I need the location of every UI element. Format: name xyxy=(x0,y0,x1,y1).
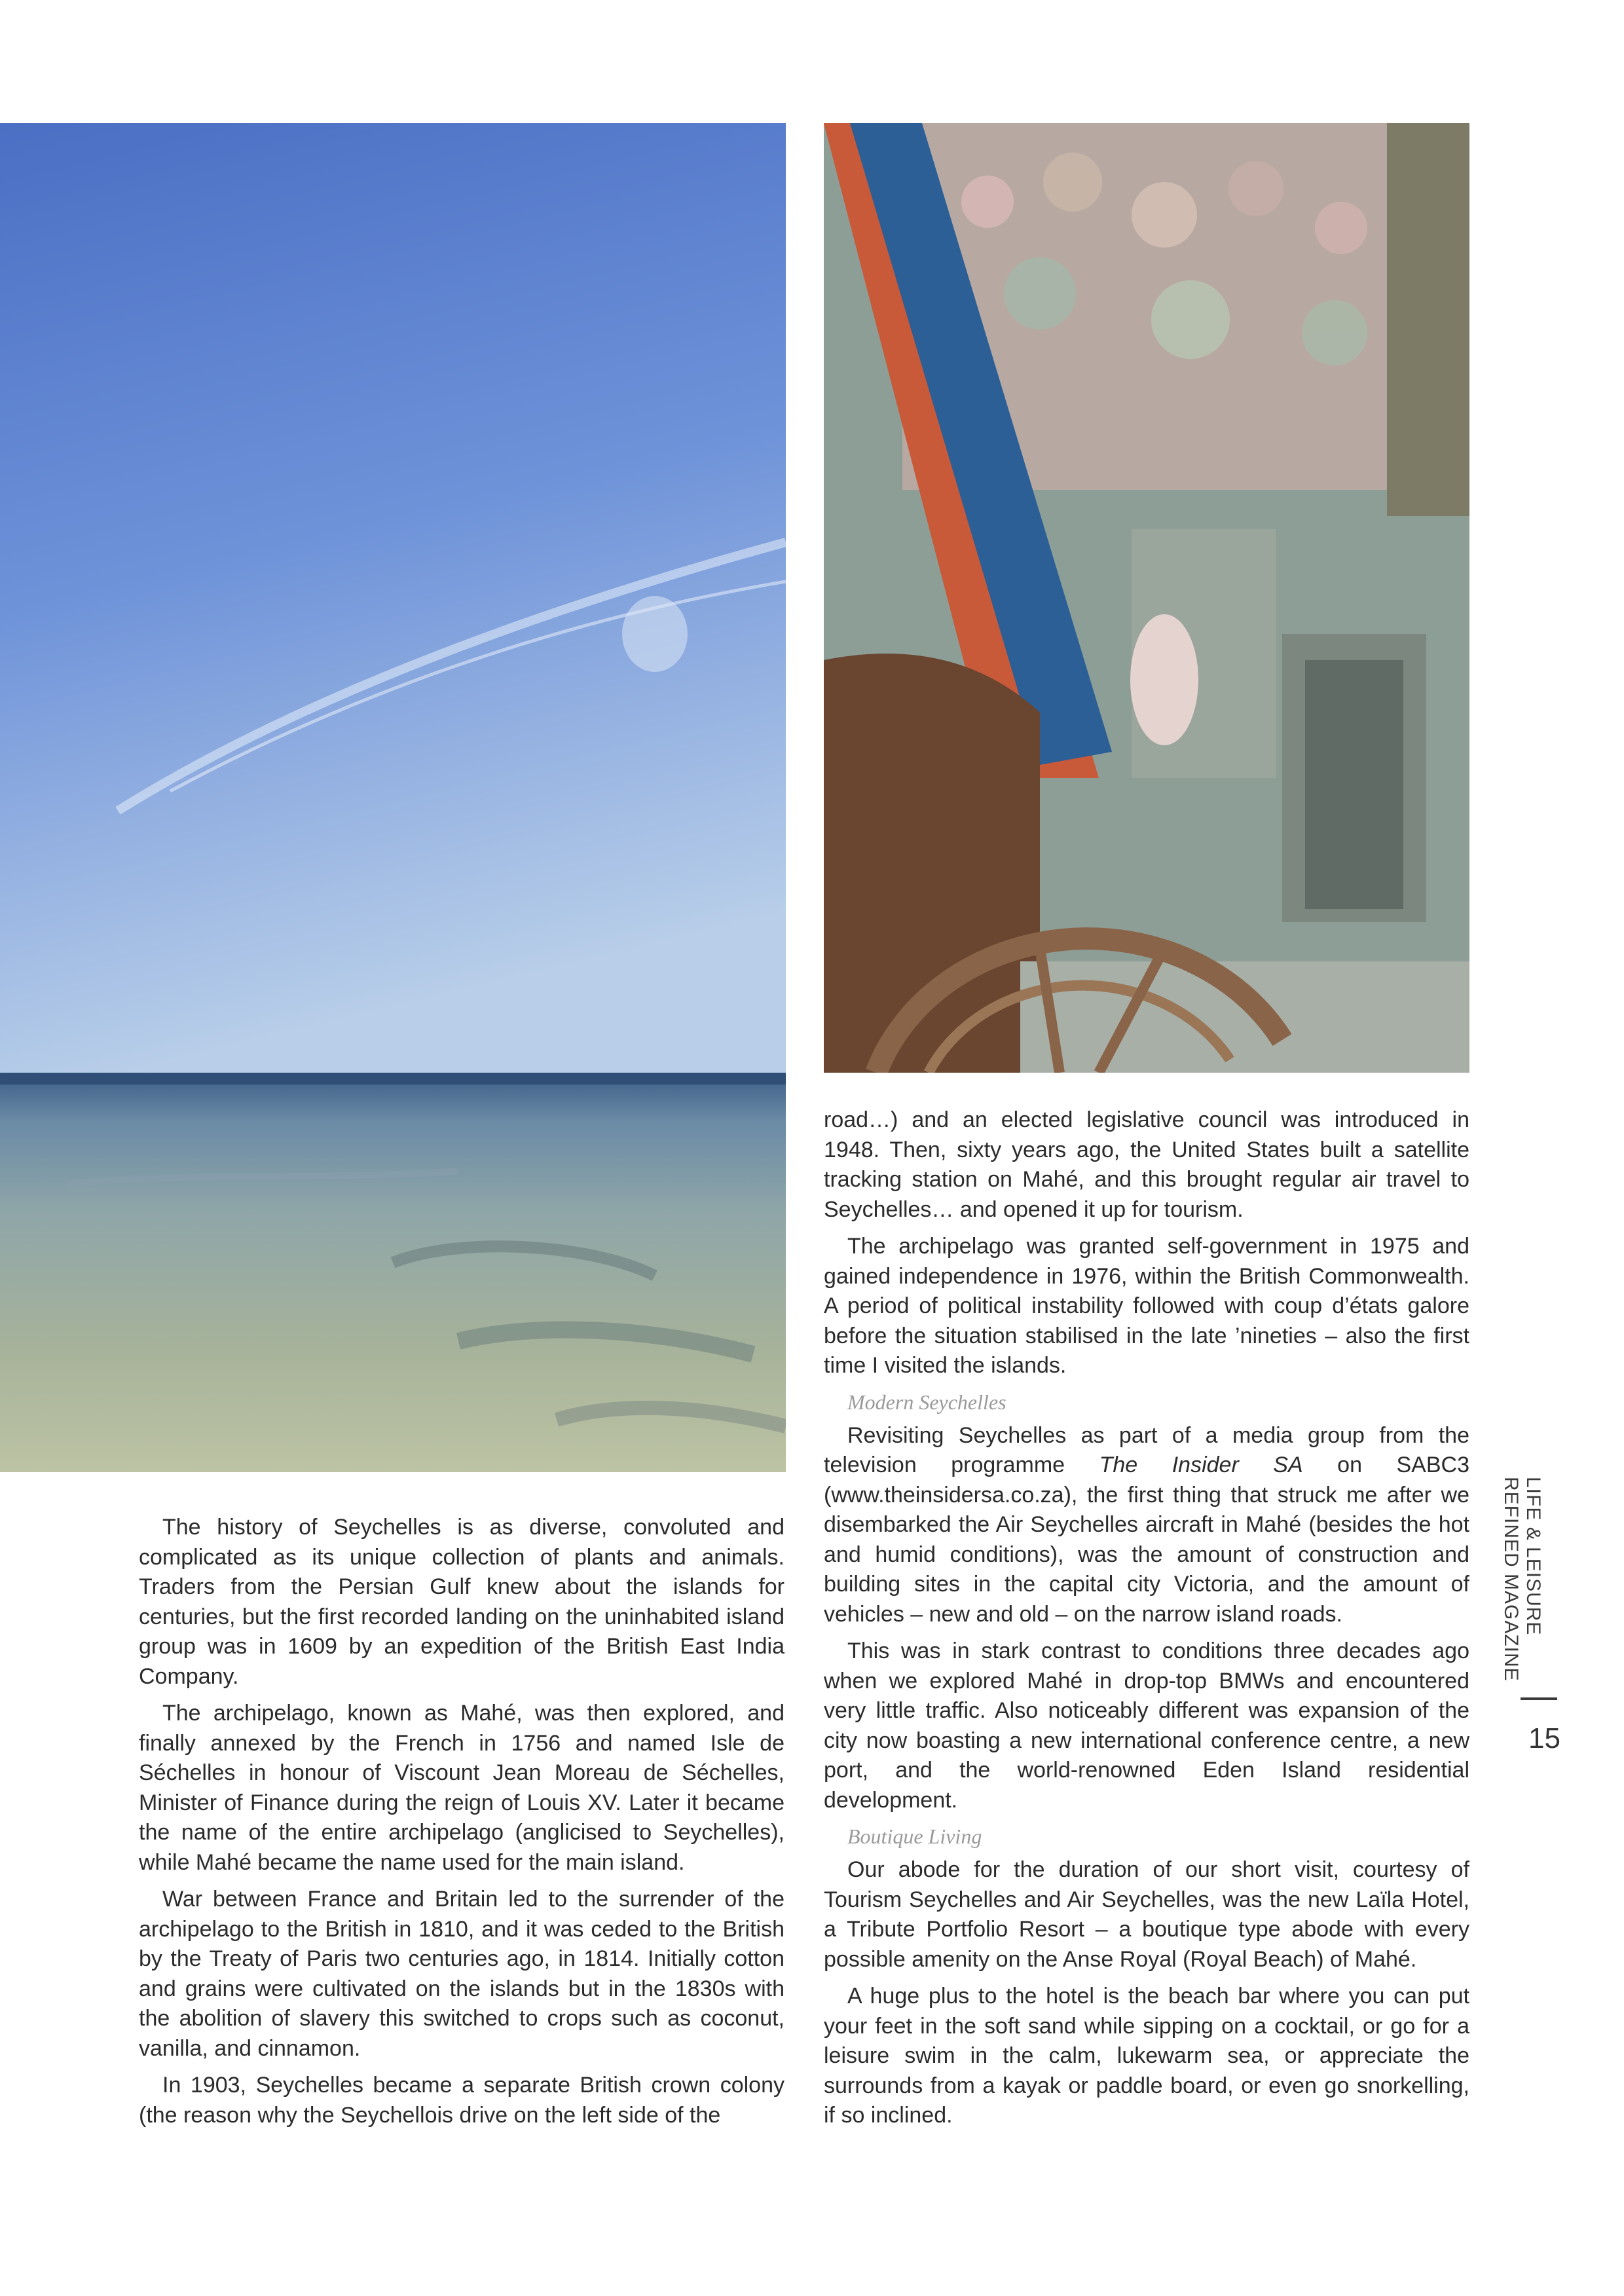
paragraph-text: Revisiting Seychelles as part of a media group from the television programme xyxy=(824,1422,1469,1477)
temple-photo-graphic xyxy=(824,123,1469,1073)
paragraph-text: on SABC3 (www.theinsidersa.co.za), the first thing that struck me after we disembarked the Air Seychelles aircraft in Mahé (besides the hot and humid conditions), was the amount of construction and building sites in the capital city Victoria, and the amount of vehicles – new and old – on the narrow island roads. xyxy=(824,1453,1469,1627)
temple-photo xyxy=(824,123,1469,1073)
section-heading: Boutique Living xyxy=(847,1824,982,1848)
article-column-left xyxy=(139,1513,784,2138)
page-number: 15 xyxy=(1528,1722,1560,1754)
paragraph: War between France and Britain led to the surrender of the archipelago to the British in 1810, and it was ceded to the British by the Treaty of Paris two centuries ago, in 1814. Initially cotton and grains were cultivated on the islands but in the 1830s with the abolition of slavery this switched to crops such as coconut, vanilla, and cinnamon. xyxy=(139,1887,784,2061)
paragraph: The archipelago, known as Mahé, was then explored, and finally annexed by the French in 1756 and named Isle de Séchelles in honour of Viscount Jean Moreau de Séchelles, Minister of Finance during the reign of Louis XV. Later it became the name of the entire archipelago (anglicised to Seychelles), while Mahé became the name used for the main island. xyxy=(139,1701,784,1875)
divider xyxy=(1521,1697,1557,1700)
article-column-right xyxy=(824,1105,1469,2138)
paragraph: The archipelago was granted self-government in 1975 and gained independence in 1976, within the British Commonwealth. A period of political instability followed with coup d’états galore before the situation stabilised in the late ’nineties – also the first time I visited the islands. xyxy=(824,1234,1469,1378)
section-heading: Modern Seychelles xyxy=(847,1390,1006,1414)
paragraph: A huge plus to the hotel is the beach bar where you can put your feet in the soft sand while sipping on a cocktail, or go for a leisure swim in the calm, lukewarm sea, or appreciate the surrounds from a kayak or paddle board, or even go snorkelling, if so inclined. xyxy=(824,1984,1469,2128)
sea-photo-graphic xyxy=(0,123,786,1472)
magazine-name xyxy=(1500,1477,1544,1682)
paragraph: The history of Seychelles is as diverse, convoluted and complicated as its unique collection of plants and animals. Traders from the Persian Gulf knew about the islands for centuries, but the first recorded landing on the uninhabited island group was in 1609 by an expedition of the British East India Company. xyxy=(139,1515,784,1689)
magazine-name-line: REFINED MAGAZINE xyxy=(1500,1477,1522,1682)
paragraph: This was in stark contrast to conditions three decades ago when we explored Mahé in drop-top BMWs and encountered very little traffic. Also noticeably different was expansion of the city now boasting a new international conference centre, a new port, and the world-renowned Eden Island residential development. xyxy=(824,1639,1469,1813)
paragraph xyxy=(824,1421,1469,1630)
paragraph: Our abode for the duration of our short visit, courtesy of Tourism Seychelles and Air Seychelles, was the new Laïla Hotel, a Tribute Portfolio Resort – a boutique type abode with every possible amenity on the Anse Royal (Royal Beach) of Mahé. xyxy=(824,1857,1469,1972)
paragraph: In 1903, Seychelles became a separate British crown colony (the reason why the Seychellois drive on the left side of the xyxy=(139,2073,784,2128)
paragraph: road…) and an elected legislative council was introduced in 1948. Then, sixty years ago, the United States built a satellite tracking station on Mahé, and this brought regular air travel to Seychelles… and opened it up for tourism. xyxy=(824,1107,1469,1222)
magazine-name-line: LIFE & LEISURE xyxy=(1522,1477,1544,1636)
programme-title: The Insider SA xyxy=(1099,1453,1303,1477)
sea-photo xyxy=(0,123,786,1472)
